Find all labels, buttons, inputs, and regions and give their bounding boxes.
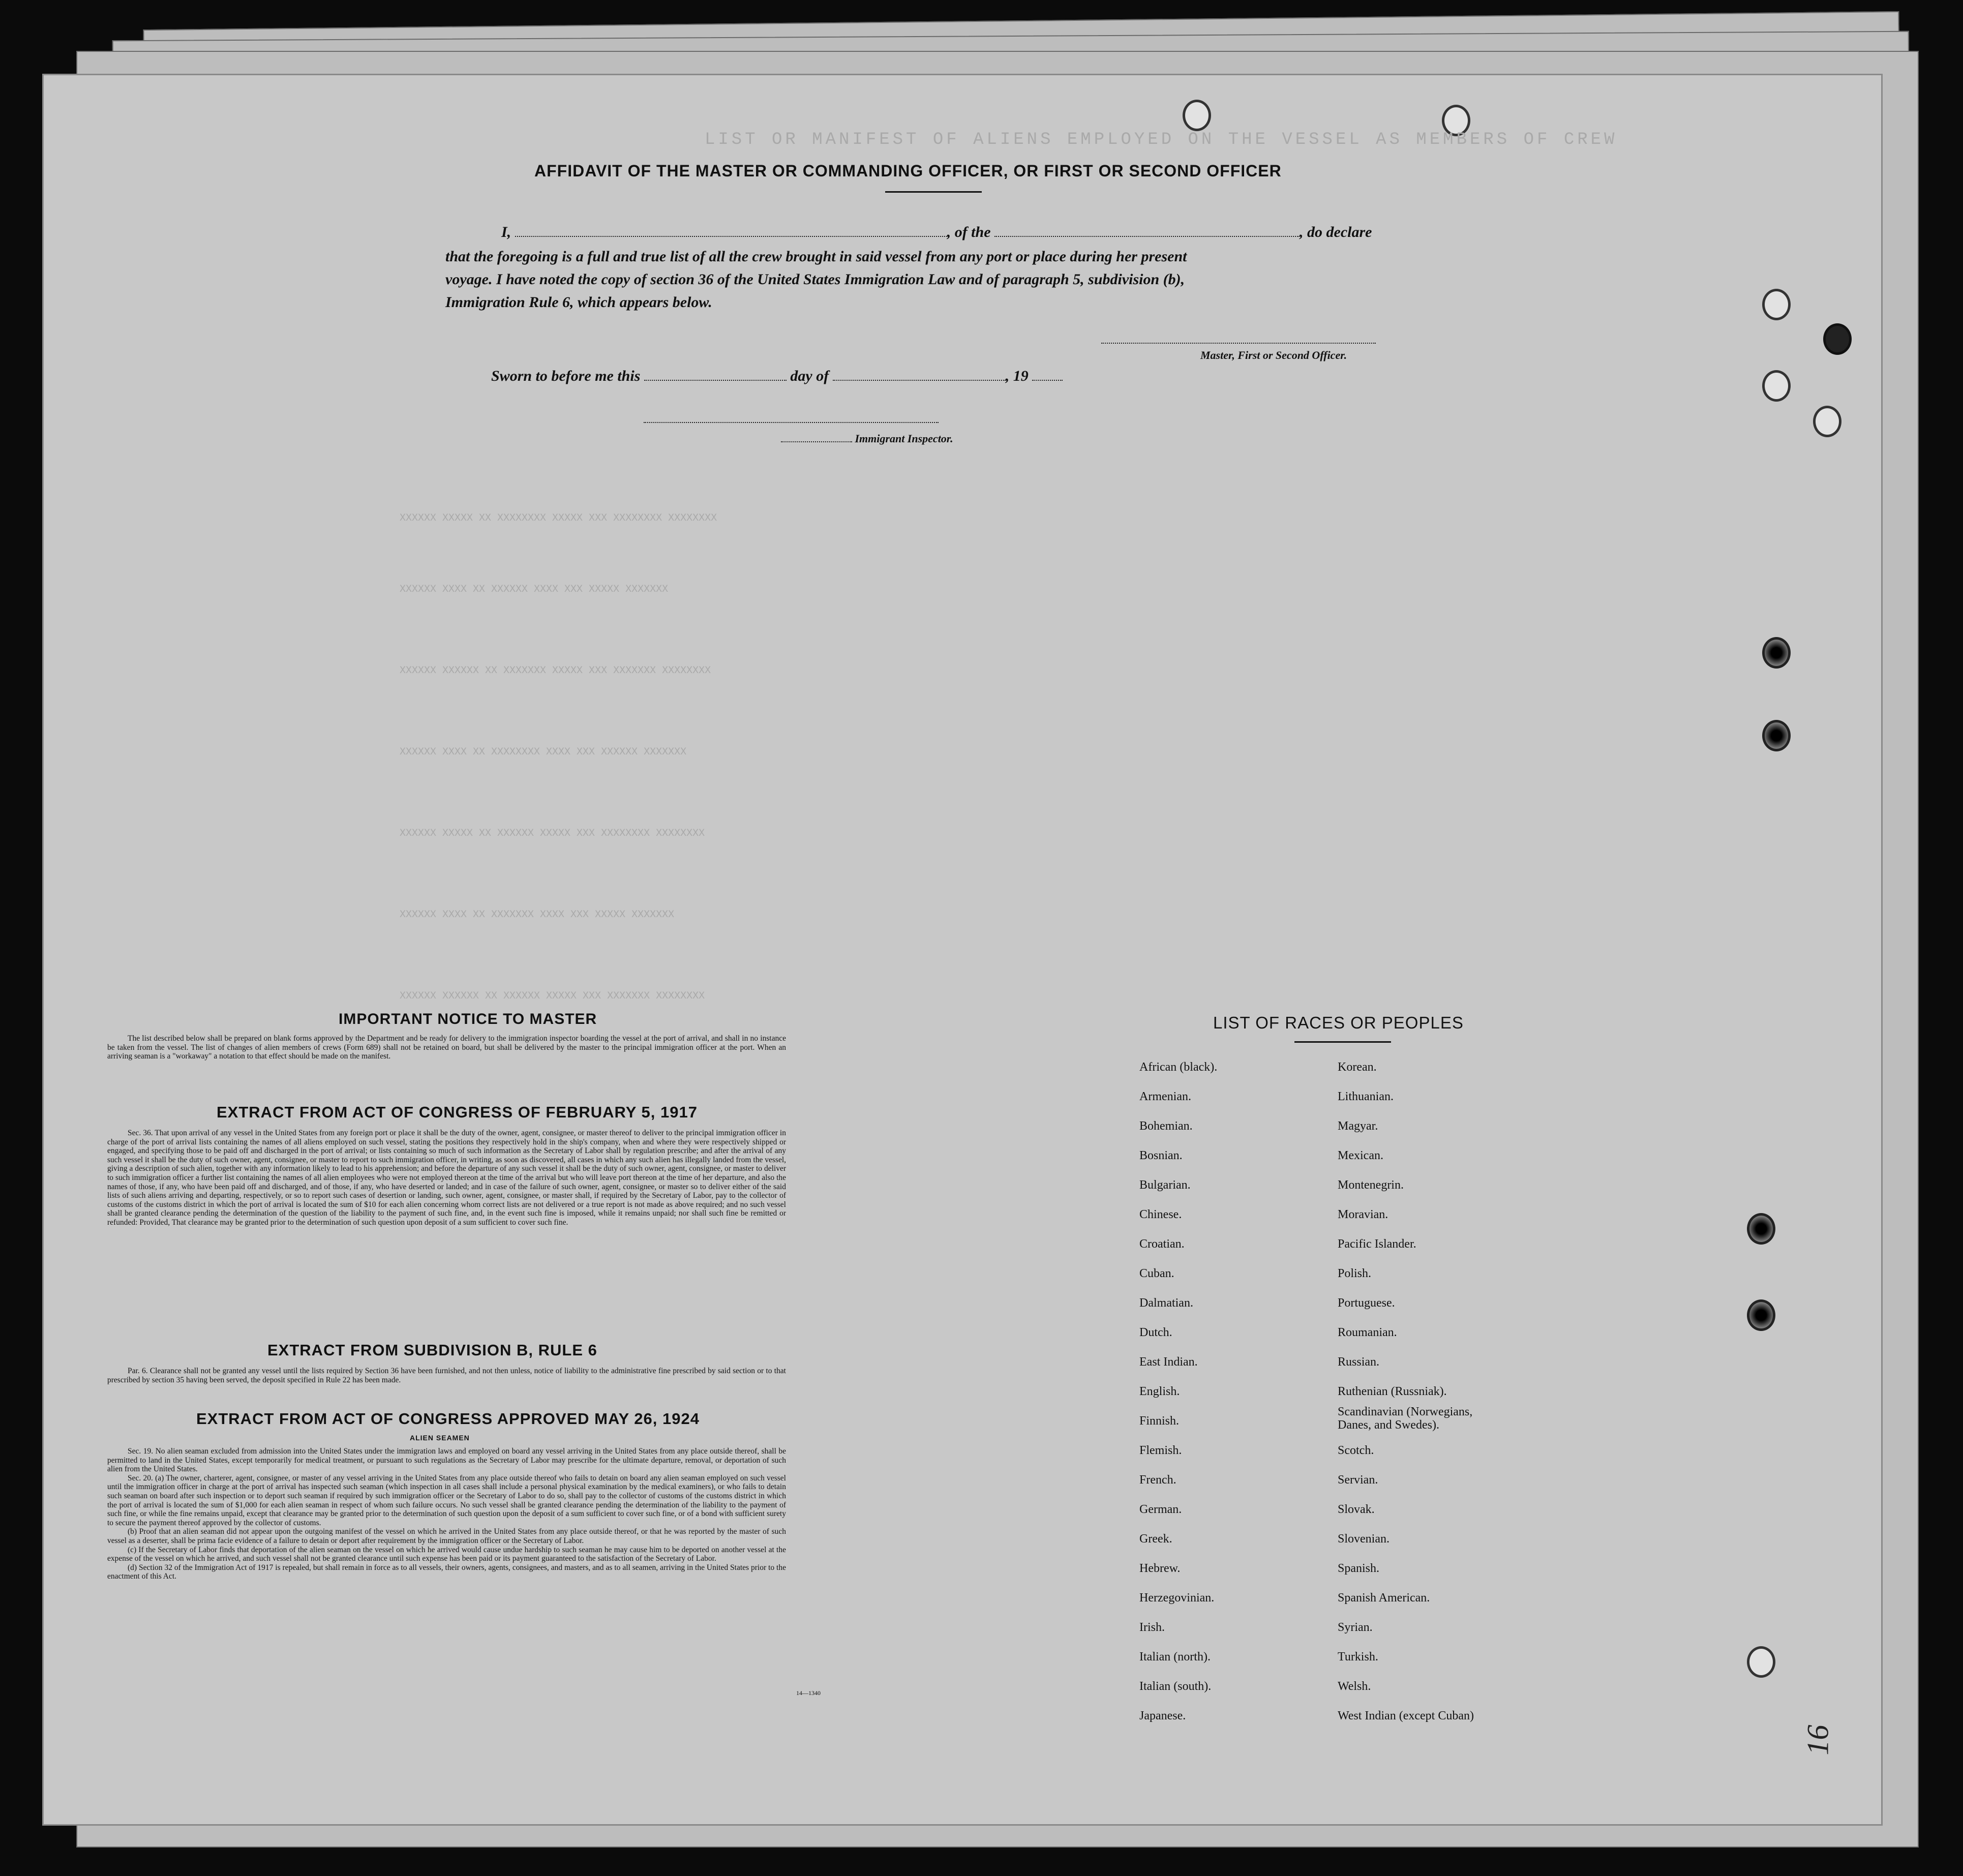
binder-hole	[1747, 1299, 1775, 1331]
race-item: Chinese.	[1139, 1208, 1182, 1221]
binder-hole	[1183, 100, 1211, 131]
handwritten-page-number: 16	[1801, 1724, 1835, 1756]
races-title: LIST OF RACES OR PEOPLES	[1213, 1013, 1464, 1032]
race-item: Scotch.	[1338, 1444, 1374, 1457]
form-number: 14—1340	[796, 1689, 821, 1697]
race-item: Korean.	[1338, 1061, 1377, 1074]
race-item: Montenegrin.	[1338, 1178, 1404, 1192]
race-item: Ruthenian (Russniak).	[1338, 1385, 1447, 1398]
manifest-page	[44, 75, 1881, 1824]
binder-hole	[1823, 323, 1852, 355]
binder-hole	[1762, 370, 1791, 402]
binder-hole	[1747, 1213, 1775, 1245]
extract-1917-title: EXTRACT FROM ACT OF CONGRESS OF FEBRUARY 5, 1917	[217, 1103, 698, 1121]
race-item: German.	[1139, 1503, 1182, 1516]
race-item: Bohemian.	[1139, 1119, 1193, 1133]
race-item: Bosnian.	[1139, 1149, 1183, 1162]
bleed-through-text: XXXXXX XXXX XX XXXXXXXX XXXX XXX XXXXXX XXXXXXX	[400, 746, 687, 758]
race-item: Portuguese.	[1338, 1296, 1395, 1310]
bleed-through-text: LIST OR MANIFEST OF ALIENS EMPLOYED ON THE VESSEL AS MEMBERS OF CREW	[705, 130, 1618, 149]
race-item: West Indian (except Cuban)	[1338, 1709, 1474, 1722]
sworn-year: , 19	[1005, 368, 1029, 384]
sworn-year-blank[interactable]	[1032, 377, 1063, 381]
binder-hole	[1813, 406, 1841, 437]
race-item: Herzegovinian.	[1139, 1591, 1215, 1605]
race-item: Lithuanian.	[1338, 1090, 1394, 1103]
race-item: Slovenian.	[1338, 1532, 1390, 1546]
race-item: Spanish.	[1338, 1562, 1380, 1575]
race-item: East Indian.	[1139, 1355, 1198, 1369]
race-item: Italian (south).	[1139, 1680, 1212, 1693]
binder-hole	[1762, 289, 1791, 320]
inspector-label-text: Immigrant Inspector.	[855, 432, 953, 445]
race-item: Syrian.	[1338, 1621, 1373, 1634]
name-blank[interactable]	[515, 233, 947, 237]
race-item: Pacific Islander.	[1338, 1237, 1416, 1251]
extract-1917-text: Sec. 36. That upon arrival of any vessel in the United States from any foreign port or place it shall be the duty of the owner, agent, consignee, or master thereof to deliver to the principal immigration officer in charge of the port of arrival lists containing the names of all aliens employed on such vessel, stating the positions they respectively hold in the ship's company, when and where they were respectively shipped or engaged, and specifying those to be paid off and discharged in the port of arrival; or lists containing so much of such information as the Secretary of Labor shall by regulation prescribe; and after the arrival of any such vessel it shall be the duty of such owner, agent, consignee, or master to report to such immigration officer, in writing, as soon as discovered, all cases in which any such alien has illegally landed from the vessel, giving a description of such alien, together with any information likely to lead to his apprehension; and before the departure of any such vessel it shall be the duty of such owner, agent, consignee, or master to deliver to such immigration officer a further list containing the names of all alien employees who were not employed thereon at the time of the arrival but who will leave port thereon at the time of her departure, and also the names of those, if any, who have been paid off and discharged, and of those, if any, who have deserted or landed; and in case of the failure of such owner, agent, consignee, or master so to deliver either of the said lists of such aliens arriving and departing, respectively, or so to report such cases of desertion or landing, such owner, agent, consignee, or master shall, if required by the Secretary of Labor, pay to the collector of customs of the customs district in which the port of arrival is located the sum of $10 for each alien concerning whom correct lists are not delivered or a true report is not made as above required; and no such vessel shall be granted clearance pending the determination of the question of the liability to the payment of such fine, and, in the event such fine is imposed, while it remains unpaid; nor shall such fine be remitted or refunded: Provided, That clearance may be granted prior to the determination of such question upon deposit of a sum sufficient to cover such fine.	[107, 1129, 786, 1227]
binder-hole	[1762, 720, 1791, 751]
race-item: Turkish.	[1338, 1650, 1378, 1663]
bleed-through-text: XXXXXX XXXXXX XX XXXXXX XXXXX XXX XXXXXXX XXXXXXXX	[400, 990, 705, 1002]
race-item: Irish.	[1139, 1621, 1165, 1634]
affidavit-title: AFFIDAVIT OF THE MASTER OR COMMANDING OFFICER, OR FIRST OR SECOND OFFICER	[534, 162, 1282, 180]
sworn-day-of: day of	[790, 368, 829, 384]
extract-1924-subtitle: ALIEN SEAMEN	[410, 1434, 470, 1442]
sworn-prefix: Sworn to before me this	[491, 368, 641, 384]
binder-hole	[1762, 637, 1791, 669]
sworn-month-blank[interactable]	[833, 377, 1006, 381]
race-item: Dutch.	[1139, 1326, 1172, 1339]
inspector-signature-blank[interactable]	[644, 419, 939, 423]
race-item: Finnish.	[1139, 1414, 1180, 1428]
affidavit-line-2: that the foregoing is a full and true list of all the crew brought in said vessel from any port or place during her present	[445, 248, 1187, 265]
race-item: Mexican.	[1338, 1149, 1383, 1162]
race-item: Italian (north).	[1139, 1650, 1211, 1663]
race-item: Scandinavian (Norwegians, Danes, and Swedes).	[1338, 1405, 1473, 1432]
race-item: Armenian.	[1139, 1090, 1191, 1103]
affidavit-line-3: voyage. I have noted the copy of section 36 of the United States Immigration Law and of paragraph 5, subdivision (b),	[445, 271, 1185, 288]
race-item: Hebrew.	[1139, 1562, 1181, 1575]
race-item: Japanese.	[1139, 1709, 1186, 1722]
inspector-label	[781, 432, 953, 445]
race-item: African (black).	[1139, 1061, 1218, 1074]
bleed-through-text: XXXXXX XXXXX XX XXXXXX XXXXX XXX XXXXXXXX XXXXXXXX	[400, 828, 705, 839]
race-item: Cuban.	[1139, 1267, 1174, 1280]
race-item: English.	[1139, 1385, 1180, 1398]
extract-1924-text: Sec. 19. No alien seaman excluded from admission into the United States under the immigration laws and employed on board any vessel arriving in the United States from any place outside thereof, shall be permitted to land in the United States, except temporarily for medical treatment, or pursuant to such regulations as the Secretary of Labor may prescribe for the ultimate departure, removal, or deportation of such alien from the United States. Sec. 20. (a) The owner, charterer, agent, consignee, or master of any vessel arriving in the United States from any place outside thereof who fails to detain on board any alien seaman employed on such vessel until the immigration officer in charge at the port of arrival has inspected such seaman (which inspection in all cases shall include a personal physical examination by the medical examiners), or who fails to detain such seaman on board after such inspection or to deport such seaman if required by such immigration officer or the Secretary of Labor to do so, shall pay to the collector of customs of the customs district in which the port of arrival is located the sum of $1,000 for each alien seaman in respect of whom such failure occurs. No such vessel shall be granted clearance pending the determination of the liability to the payment of such fine, or while the fine remains unpaid, except that clearance may be granted prior to the determination of such question upon the deposit of a sum sufficient to cover such fine, or of a bond with sufficient surety to secure the payment thereof approved by the collector of customs. (b) Proof that an alien seaman did not appear upon the outgoing manifest of the vessel on which he arrived in the United States from any place outside thereof, or that he was reported by the master of such vessel as a deserter, shall be prima facie evidence of a failure to detain or deport after requirement by the immigration officer or the Secretary of Labor. (c) If the Secretary of Labor finds that deportation of the alien seaman on the vessel on which he arrived would cause undue hardship to such seaman he may cause him to be deported on another vessel at the expense of the vessel on which he arrived, and such vessel shall not be granted clearance until such expense has been paid or its payment guaranteed to the satisfaction of the Secretary of Labor. (d) Section 32 of the Immigration Act of 1917 is repealed, but shall remain in force as to all vessels, their owners, agents, consignees, and masters, and as to all seamen, arriving in the United States prior to the enactment of this Act.	[107, 1447, 786, 1581]
affidavit-declare: , do declare	[1300, 224, 1372, 240]
race-item: Flemish.	[1139, 1444, 1182, 1457]
race-item: Roumanian.	[1338, 1326, 1397, 1339]
notice-title: IMPORTANT NOTICE TO MASTER	[339, 1011, 597, 1027]
race-item: Dalmatian.	[1139, 1296, 1193, 1310]
races-title-rule	[1294, 1041, 1391, 1043]
race-item: Greek.	[1139, 1532, 1172, 1546]
signature-blank[interactable]	[1101, 340, 1376, 344]
race-item: Moravian.	[1338, 1208, 1388, 1221]
extract-rule6-title: EXTRACT FROM SUBDIVISION B, RULE 6	[267, 1341, 597, 1359]
race-item: Servian.	[1338, 1473, 1378, 1487]
affidavit-line-1	[501, 224, 1372, 241]
bleed-through-text: XXXXXX XXXX XX XXXXXXX XXXX XXX XXXXX XXXXXXX	[400, 909, 675, 921]
race-item: Magyar.	[1338, 1119, 1378, 1133]
bleed-through-text: XXXXXX XXXXX XX XXXXXXXX XXXXX XXX XXXXXXXX XXXXXXXX	[400, 512, 717, 524]
affidavit-of-the: , of the	[947, 224, 991, 240]
affidavit-line-4: Immigration Rule 6, which appears below.	[445, 294, 712, 311]
vessel-blank[interactable]	[994, 233, 1300, 237]
race-item: French.	[1139, 1473, 1176, 1487]
binder-hole	[1747, 1646, 1775, 1678]
race-item: Bulgarian.	[1139, 1178, 1191, 1192]
race-item: Slovak.	[1338, 1503, 1375, 1516]
bleed-through-text: XXXXXX XXXXXX XX XXXXXXX XXXXX XXX XXXXXXX XXXXXXXX	[400, 665, 711, 677]
race-item: Welsh.	[1338, 1680, 1371, 1693]
extract-rule6-text: Par. 6. Clearance shall not be granted any vessel until the lists required by Section 36 have been furnished, and not then unless, notice of liability to the administrative fine prescribed by said section or to that prescribed by section 35 having been served, the deposit specified in Rule 22 has been made.	[107, 1367, 786, 1384]
extract-1924-title: EXTRACT FROM ACT OF CONGRESS APPROVED MAY 26, 1924	[196, 1410, 700, 1428]
race-item: Spanish American.	[1338, 1591, 1430, 1605]
affidavit-title-rule	[885, 191, 982, 193]
signature-label: Master, First or Second Officer.	[1200, 349, 1347, 361]
sworn-line	[491, 368, 1063, 385]
race-item: Croatian.	[1139, 1237, 1185, 1251]
affidavit-i: I,	[501, 224, 511, 240]
race-item: Russian.	[1338, 1355, 1380, 1369]
sworn-day-blank[interactable]	[644, 377, 787, 381]
notice-text: The list described below shall be prepared on blank forms approved by the Department and be ready for delivery to the immigration inspector boarding the vessel at the port of arrival, and shall in no instance be taken from the vessel. The list of changes of alien members of crews (Form 689) shall not be retained on board, but shall be delivered by the master to the principal immigration officer at the port. When an arriving seaman is a "workaway" a notation to that effect should be made on the manifest.	[107, 1034, 786, 1061]
race-item: Polish.	[1338, 1267, 1372, 1280]
bleed-through-text: XXXXXX XXXX XX XXXXXX XXXX XXX XXXXX XXXXXXX	[400, 584, 669, 595]
